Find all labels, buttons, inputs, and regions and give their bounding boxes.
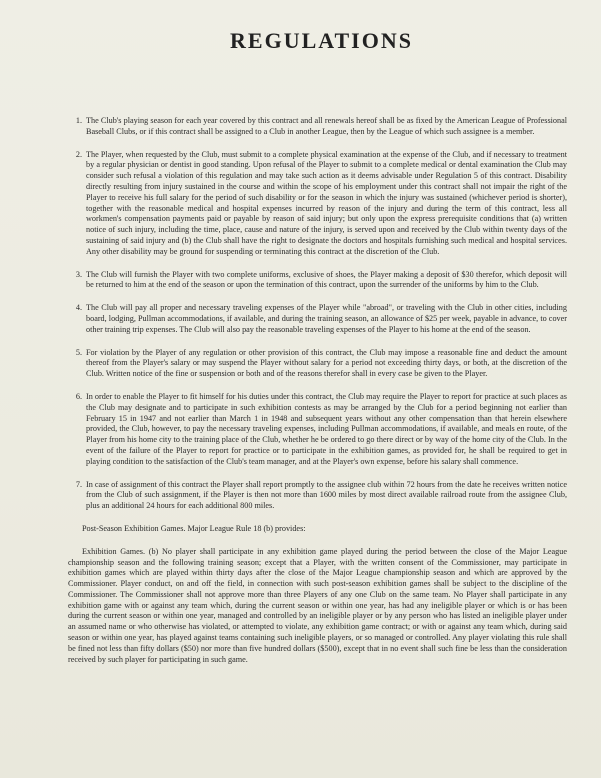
regulation-item-4 [68, 303, 567, 335]
regulation-item-3 [68, 270, 567, 292]
item-number: 4. [75, 303, 82, 313]
item-text: In order to enable the Player to fit himself for his duties under this contract, the Club may require the Player to report for practice at such places as the Club may designate and to participate in such exhibition contests as may be arranged by the Club for a period beginning not earlier than February 15 in 1947 and not earlier than March 1 in 1948 and subsequent years without any other compensation than that herein elsewhere provided, the Club, however, to pay the necessary traveling expenses, including Pullman accommodations, if available, and meals en route, of the Player from his home city to the training place of the Club, whether he be ordered to go there direct or by way of the home city of the Club. In the event of the failure of the Player to report for practice or to participate in the exhibition games, as provided for, he shall be required to get in playing condition to the satisfaction of the Club's team manager, and at the Player's own expense, before his salary shall commence. [86, 391, 567, 466]
regulation-item-5 [68, 348, 567, 380]
item-number: 2. [75, 149, 82, 159]
regulation-item-1 [68, 116, 567, 138]
item-text: The Club's playing season for each year covered by this contract and all renewals hereof shall be as fixed by the American League of Professional Baseball Clubs, or if this contract shall be assigned to a Club in another League, then by the League of which such assignee is a member. [86, 116, 567, 136]
post-season-heading: Post-Season Exhibition Games. Major League Rule 18 (b) provides: [82, 523, 306, 533]
item-number: 5. [75, 347, 82, 357]
regulation-item-6 [68, 392, 567, 468]
item-text: For violation by the Player of any regulation or other provision of this contract, the Club may impose a reasonable fine and deduct the amount thereof from the Player's salary or may suspend the Player without salary for a period not exceeding thirty days, or both, at the discretion of the Club. Written notice of the fine or suspension or both and of the reasons therefor shall in every case be given to the Player. [86, 347, 567, 379]
item-number: 1. [75, 116, 82, 125]
regulation-item-2 [68, 150, 567, 258]
exhibition-games-paragraph: Exhibition Games. (b) No player shall participate in any exhibition game played during the period between the close of the Major League championship season and the following training season; except that a Player, with the written consent of the Commissioner, may participate in exhibition games which are played within thirty days after the close of the Major League championship season and which are approved by the Commissioner. Player conduct, on and off the field, in connection with such post-season exhibition games shall be subject to the discipline of the Commissioner. The Commissioner shall not approve more than three Players of any one Club on the same team. No Player shall participate in any exhibition game with or against any team which, during the current season or within one year, has had any ineligible player or which is or has been during the current season or within one year, managed and controlled by an ineligible player or by any person who has listed an ineligible player under an assumed name or who otherwise has violated, or attempted to violate, any exhibition game contract; or with or against any team which, during said season or within one year, has played against teams containing such ineligible players, or so managed or controlled. Any player violating this rule shall be fined not less than fifty dollars ($50) nor more than five hundred dollars ($500), except that in no event shall such fine be less than the consideration received by such player for participating in such game. [68, 546, 567, 664]
regulation-item-7 [68, 480, 567, 512]
item-text: In case of assignment of this contract the Player shall report promptly to the assignee club within 72 hours from the date he receives written notice from the Club of such assignment, if the Player is then not more than 1600 miles by most direct available railroad route from the assignee Club, plus an additional 24 hours for each additional 800 miles. [86, 479, 567, 511]
item-text: The Club will pay all proper and necessary traveling expenses of the Player while "abroad", or traveling with the Club in other cities, including board, lodging, Pullman accommodations, if available, and during the training season, an allowance of $25 per week, payable in advance, to cover other training trip expenses. The Club will also pay the reasonable traveling expenses of the Player to his home at the end of the season. [86, 303, 567, 334]
item-number: 6. [75, 391, 82, 401]
page-title: REGULATIONS [230, 28, 413, 53]
item-text: The Club will furnish the Player with two complete uniforms, exclusive of shoes, the Player making a deposit of $30 therefor, which deposit will be returned to him at the end of the season or upon the termination of this contract, upon the surrender of the uniforms by him to the Club. [86, 269, 567, 290]
item-number: 7. [75, 479, 82, 489]
item-number: 3. [75, 269, 82, 279]
item-text: The Player, when requested by the Club, must submit to a complete physical examination at the expense of the Club, and if necessary to treatment by a regular physician or dentist in good standing. Upon refusal of the Player to submit to a complete medical or dental examination the Club may consider such refusal a violation of this regulation and may take such action as it deems advisable under Regulation 5 of this contract. Disability directly resulting from injury sustained in the course and within the scope of his employment under this contract shall not impair the right of the Player to receive his full salary for the period of such disability or for the season in which the injury was sustained (whichever period is shorter), together with the reasonable medical and hospital expenses incurred by reason of the injury and during the term of this contract, less all workmen's compensation payments paid or payable by reason of said injury; but only upon the express prerequisite conditions that (a) written notice of such injury, including the time, place, cause and nature of the injury, is served upon and received by the Club within twenty days of the sustaining of said injury and (b) the Club shall have the right to designate the doctors and hospitals furnishing such medical and hospital services. Any other disability may be ground for suspending or terminating this contract at the discretion of the Club. [86, 149, 567, 256]
